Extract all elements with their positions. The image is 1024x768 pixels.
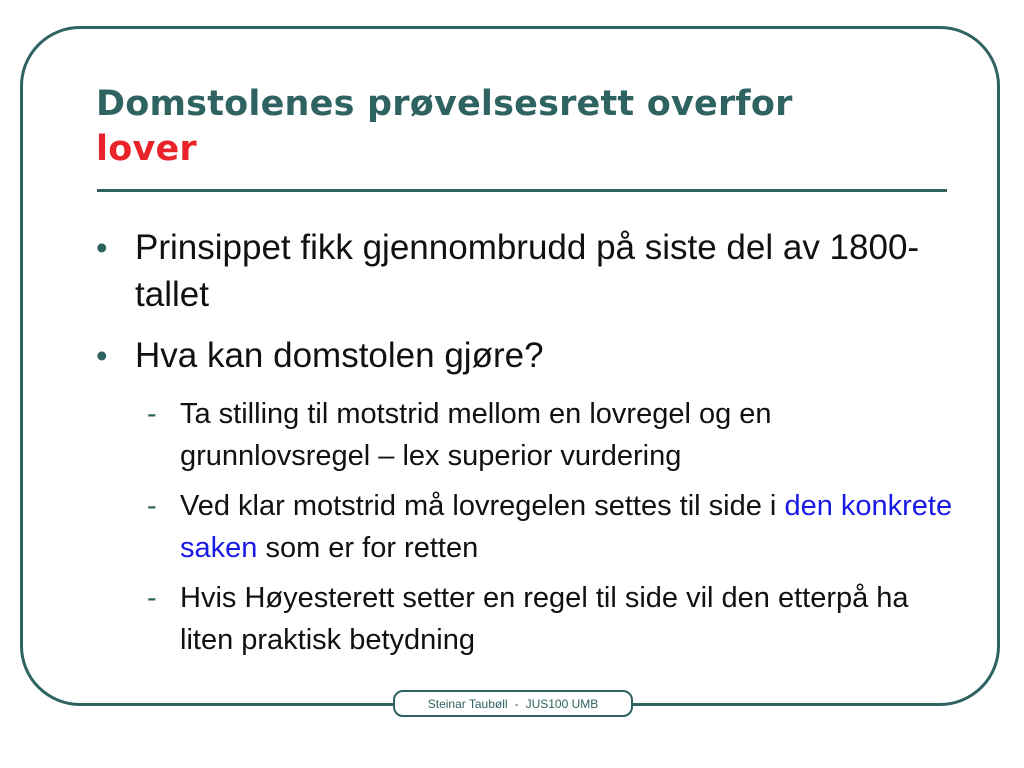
footer-badge xyxy=(393,690,633,717)
slide-title xyxy=(96,82,956,172)
bullet-text: Prinsippet fikk gjennombrudd på siste del av 1800-tallet xyxy=(135,228,920,314)
highlighted-text: den konkrete saken xyxy=(180,490,953,564)
title-main: Domstolenes prøvelsesrett overfor xyxy=(96,84,793,124)
bullet-item xyxy=(96,332,966,379)
subbullet-text-after: som er for retten xyxy=(265,532,479,564)
title-divider xyxy=(97,189,947,192)
title-accent: lover xyxy=(96,129,197,169)
dash-icon: - xyxy=(147,398,157,430)
subbullet-text-before: Ved klar motstrid må lovregelen settes til side i xyxy=(180,490,777,522)
subbullet-item xyxy=(96,485,966,569)
footer-author: Steinar Taubøll xyxy=(427,696,508,711)
bullet-icon: • xyxy=(96,337,108,374)
subbullet-text: Hvis Høyesterett setter en regel til side vil den etterpå ha liten praktisk betydning xyxy=(180,582,909,656)
slide-content xyxy=(96,224,966,669)
subbullet-text: Ta stilling til motstrid mellom en lovregel og en grunnlovsregel – lex superior vurdering xyxy=(180,398,772,472)
bullet-item xyxy=(96,224,966,318)
subbullet-item xyxy=(96,393,966,477)
dash-icon: - xyxy=(147,582,157,614)
bullet-icon: • xyxy=(96,229,108,266)
dash-icon: - xyxy=(147,490,157,522)
footer-separator: - xyxy=(514,696,519,711)
subbullet-item xyxy=(96,577,966,661)
bullet-text: Hva kan domstolen gjøre? xyxy=(135,336,544,375)
footer-course: JUS100 UMB xyxy=(525,696,599,711)
